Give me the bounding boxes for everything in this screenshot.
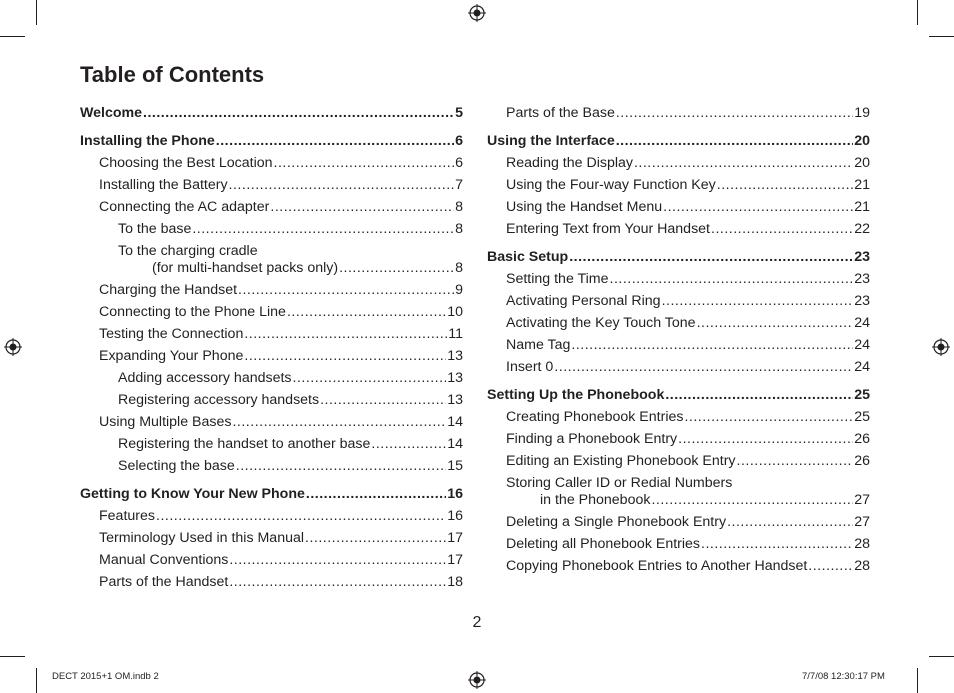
toc-leader-dots bbox=[238, 282, 454, 299]
toc-leader-dots bbox=[244, 348, 446, 365]
toc-leader-dots bbox=[232, 414, 446, 431]
toc-entry-page: 23 bbox=[854, 271, 870, 287]
toc-entry[interactable] bbox=[487, 475, 870, 509]
toc-section-heading[interactable] bbox=[80, 133, 463, 150]
toc-entry-page: 13 bbox=[447, 348, 463, 364]
toc-entry-label: Terminology Used in this Manual bbox=[99, 530, 305, 546]
toc-leader-dots bbox=[339, 260, 454, 277]
toc-entry[interactable] bbox=[487, 337, 870, 354]
toc-entry-label: Expanding Your Phone bbox=[99, 348, 244, 364]
toc-leader-dots bbox=[287, 304, 446, 321]
toc-entry-page: 17 bbox=[447, 530, 463, 546]
toc-entry-label: Registering accessory handsets bbox=[118, 392, 320, 408]
toc-entry-page: 6 bbox=[455, 155, 463, 171]
toc-entry-label: Entering Text from Your Handset bbox=[506, 221, 710, 237]
toc-entry-page: 26 bbox=[854, 453, 870, 469]
toc-entry-page: 20 bbox=[854, 155, 870, 171]
toc-entry-page: 28 bbox=[854, 536, 870, 552]
toc-entry[interactable] bbox=[487, 271, 870, 288]
crop-mark bbox=[36, 668, 37, 693]
toc-entry-label: Setting the Time bbox=[506, 271, 609, 287]
toc-entry[interactable] bbox=[487, 315, 870, 332]
toc-leader-dots bbox=[701, 536, 853, 553]
toc-section-heading[interactable] bbox=[80, 486, 463, 503]
toc-leader-dots bbox=[616, 105, 853, 122]
toc-section-heading[interactable] bbox=[487, 249, 870, 266]
toc-leader-dots bbox=[717, 177, 853, 194]
toc-entry-page: 23 bbox=[854, 249, 870, 265]
toc-entry[interactable] bbox=[487, 359, 870, 376]
toc-entry-page: 24 bbox=[854, 359, 870, 375]
toc-entry-label: Finding a Phonebook Entry bbox=[506, 431, 678, 447]
toc-entry[interactable] bbox=[487, 105, 870, 122]
toc-entry-page: 13 bbox=[447, 392, 463, 408]
toc-entry[interactable] bbox=[80, 221, 463, 238]
toc-entry-label: Manual Conventions bbox=[99, 552, 229, 568]
crop-mark bbox=[0, 656, 25, 657]
toc-entry[interactable] bbox=[487, 431, 870, 448]
toc-leader-dots bbox=[678, 431, 853, 448]
toc-entry-label: Copying Phonebook Entries to Another Handset bbox=[506, 558, 808, 574]
toc-leader-dots bbox=[274, 155, 455, 172]
toc-entry-page: 21 bbox=[854, 199, 870, 215]
toc-leader-dots bbox=[306, 486, 446, 503]
toc-entry[interactable] bbox=[80, 508, 463, 525]
toc-entry-label: Charging the Handset bbox=[99, 282, 238, 298]
toc-entry-page: 24 bbox=[854, 315, 870, 331]
toc-entry[interactable] bbox=[80, 458, 463, 475]
toc-entry-label: Selecting the base bbox=[118, 458, 235, 474]
toc-section-heading[interactable] bbox=[487, 387, 870, 404]
toc-entry[interactable] bbox=[487, 536, 870, 553]
toc-entry[interactable] bbox=[80, 326, 463, 343]
toc-entry-label: Connecting to the Phone Line bbox=[99, 304, 286, 320]
toc-entry[interactable] bbox=[80, 304, 463, 321]
toc-entry-page: 13 bbox=[447, 370, 463, 386]
crop-mark bbox=[929, 36, 954, 37]
toc-entry-page: 14 bbox=[447, 414, 463, 430]
toc-entry-label: Adding accessory handsets bbox=[118, 370, 292, 386]
toc-entry[interactable] bbox=[80, 370, 463, 387]
toc-entry-label: Registering the handset to another base bbox=[118, 436, 371, 452]
toc-entry-label: Connecting the AC adapter bbox=[99, 199, 270, 215]
toc-entry-label: Installing the Battery bbox=[99, 177, 228, 193]
toc-entry-page: 26 bbox=[854, 431, 870, 447]
toc-entry-page: 11 bbox=[448, 326, 463, 342]
toc-entry-label: Creating Phonebook Entries bbox=[506, 409, 684, 425]
toc-entry-page: 8 bbox=[455, 260, 463, 276]
toc-entry-page: 8 bbox=[455, 221, 463, 237]
toc-entry-page: 7 bbox=[455, 177, 463, 193]
toc-entry[interactable] bbox=[80, 552, 463, 569]
toc-leader-dots bbox=[293, 370, 447, 387]
toc-entry-label: Basic Setup bbox=[487, 249, 569, 265]
toc-entry[interactable] bbox=[487, 409, 870, 426]
toc-entry-page: 19 bbox=[854, 105, 870, 121]
toc-entry[interactable] bbox=[80, 392, 463, 409]
toc-leader-dots bbox=[571, 337, 853, 354]
toc-entry-label: Name Tag bbox=[506, 337, 571, 353]
toc-entry-page: 25 bbox=[854, 409, 870, 425]
toc-entry[interactable] bbox=[487, 177, 870, 194]
toc-entry-label: Insert 0 bbox=[506, 359, 554, 375]
toc-leader-dots bbox=[663, 199, 853, 216]
toc-entry[interactable] bbox=[80, 436, 463, 453]
toc-entry-page: 9 bbox=[455, 282, 463, 298]
footer-timestamp: 7/7/08 12:30:17 PM bbox=[802, 671, 885, 682]
toc-leader-dots bbox=[320, 392, 446, 409]
toc-entry-label: Deleting all Phonebook Entries bbox=[506, 536, 701, 552]
toc-leader-dots bbox=[697, 315, 854, 332]
toc-entry-page: 8 bbox=[455, 199, 463, 215]
toc-entry[interactable] bbox=[80, 177, 463, 194]
registration-mark-icon bbox=[932, 338, 950, 356]
registration-mark-icon bbox=[4, 338, 22, 356]
toc-leader-dots bbox=[270, 199, 454, 216]
toc-leader-dots bbox=[569, 249, 853, 266]
toc-entry[interactable] bbox=[80, 243, 463, 277]
toc-column-right bbox=[487, 105, 870, 580]
toc-entry-page: 25 bbox=[854, 387, 870, 403]
toc-leader-dots bbox=[711, 221, 853, 238]
toc-entry-page: 24 bbox=[854, 337, 870, 353]
toc-entry[interactable] bbox=[80, 414, 463, 431]
toc-leader-dots bbox=[651, 492, 853, 509]
toc-entry-label: To the base bbox=[118, 221, 192, 237]
toc-leader-dots bbox=[808, 558, 853, 575]
toc-entry-page: 17 bbox=[447, 552, 463, 568]
crop-mark bbox=[917, 668, 918, 693]
toc-entry[interactable] bbox=[487, 558, 870, 575]
crop-mark bbox=[0, 36, 25, 37]
toc-entry[interactable] bbox=[487, 453, 870, 470]
toc-entry-label: Using Multiple Bases bbox=[99, 414, 232, 430]
toc-entry-page: 27 bbox=[854, 492, 870, 508]
toc-entry-label: Reading the Display bbox=[506, 155, 633, 171]
page-number: 2 bbox=[472, 614, 482, 631]
registration-mark-icon bbox=[468, 671, 486, 689]
toc-entry-label: Setting Up the Phonebook bbox=[487, 387, 665, 403]
toc-entry-label: Using the Four-way Function Key bbox=[506, 177, 716, 193]
toc-entry-page: 5 bbox=[455, 105, 463, 121]
toc-entry-label: Storing Caller ID or Redial Numbers bbox=[506, 475, 733, 491]
toc-leader-dots bbox=[229, 177, 455, 194]
toc-entry-page: 10 bbox=[447, 304, 463, 320]
toc-entry[interactable] bbox=[487, 514, 870, 531]
crop-mark bbox=[929, 656, 954, 657]
toc-entry-page: 27 bbox=[854, 514, 870, 530]
toc-entry-label: Using the Interface bbox=[487, 133, 615, 149]
toc-section-heading[interactable] bbox=[487, 133, 870, 150]
toc-leader-dots bbox=[371, 436, 446, 453]
toc-entry[interactable] bbox=[80, 282, 463, 299]
toc-entry-page: 20 bbox=[854, 133, 870, 149]
registration-mark-icon bbox=[468, 4, 486, 22]
toc-leader-dots bbox=[554, 359, 853, 376]
toc-leader-dots bbox=[616, 133, 854, 150]
toc-entry-label: Features bbox=[99, 508, 155, 524]
toc-entry-page: 21 bbox=[854, 177, 870, 193]
toc-entry-label: Installing the Phone bbox=[80, 133, 215, 149]
toc-entry-label: Activating Personal Ring bbox=[506, 293, 661, 309]
toc-leader-dots bbox=[727, 514, 853, 531]
toc-entry[interactable] bbox=[487, 199, 870, 216]
toc-entry[interactable] bbox=[80, 199, 463, 216]
toc-entry-label-continued: in the Phonebook bbox=[540, 492, 651, 508]
toc-leader-dots bbox=[665, 387, 853, 404]
page-title: Table of Contents bbox=[80, 62, 265, 87]
crop-mark bbox=[917, 0, 918, 25]
toc-leader-dots bbox=[143, 105, 454, 122]
toc-entry-label: Testing the Connection bbox=[99, 326, 244, 342]
toc-entry[interactable] bbox=[80, 348, 463, 365]
toc-entry-label: Editing an Existing Phonebook Entry bbox=[506, 453, 736, 469]
toc-section-heading[interactable] bbox=[80, 105, 463, 122]
toc-entry[interactable] bbox=[80, 155, 463, 172]
toc-leader-dots bbox=[244, 326, 447, 343]
toc-entry-label: To the charging cradle bbox=[118, 243, 258, 259]
toc-entry[interactable] bbox=[80, 530, 463, 547]
toc-entry-page: 22 bbox=[854, 221, 870, 237]
toc-entry-label: Deleting a Single Phonebook Entry bbox=[506, 514, 727, 530]
toc-leader-dots bbox=[737, 453, 854, 470]
toc-leader-dots bbox=[236, 458, 446, 475]
toc-entry-page: 14 bbox=[447, 436, 463, 452]
crop-mark bbox=[36, 0, 37, 25]
toc-column-left bbox=[80, 105, 463, 596]
toc-entry-label: Parts of the Base bbox=[506, 105, 615, 121]
toc-entry-label: Welcome bbox=[80, 105, 143, 121]
toc-entry-label: Parts of the Handset bbox=[99, 574, 229, 590]
toc-entry-page: 16 bbox=[447, 486, 463, 502]
footer-file: DECT 2015+1 OM.indb 2 bbox=[52, 671, 159, 682]
toc-entry[interactable] bbox=[487, 221, 870, 238]
toc-entry-page: 6 bbox=[455, 133, 463, 149]
toc-leader-dots bbox=[216, 133, 454, 150]
toc-leader-dots bbox=[192, 221, 454, 238]
toc-entry[interactable] bbox=[487, 155, 870, 172]
toc-entry-page: 18 bbox=[447, 574, 463, 590]
toc-leader-dots bbox=[305, 530, 446, 547]
toc-leader-dots bbox=[156, 508, 446, 525]
toc-entry[interactable] bbox=[80, 574, 463, 591]
toc-leader-dots bbox=[229, 574, 446, 591]
toc-entry-page: 28 bbox=[854, 558, 870, 574]
toc-entry[interactable] bbox=[487, 293, 870, 310]
toc-leader-dots bbox=[634, 155, 853, 172]
toc-entry-page: 23 bbox=[854, 293, 870, 309]
toc-entry-label: Activating the Key Touch Tone bbox=[506, 315, 696, 331]
toc-leader-dots bbox=[610, 271, 854, 288]
toc-leader-dots bbox=[662, 293, 854, 310]
toc-entry-label: Choosing the Best Location bbox=[99, 155, 273, 171]
toc-entry-label-continued: (for multi-handset packs only) bbox=[152, 260, 339, 276]
toc-entry-label: Getting to Know Your New Phone bbox=[80, 486, 305, 502]
toc-entry-label: Using the Handset Menu bbox=[506, 199, 663, 215]
toc-leader-dots bbox=[684, 409, 853, 426]
toc-leader-dots bbox=[229, 552, 446, 569]
toc-entry-page: 16 bbox=[447, 508, 463, 524]
toc-entry-page: 15 bbox=[447, 458, 463, 474]
